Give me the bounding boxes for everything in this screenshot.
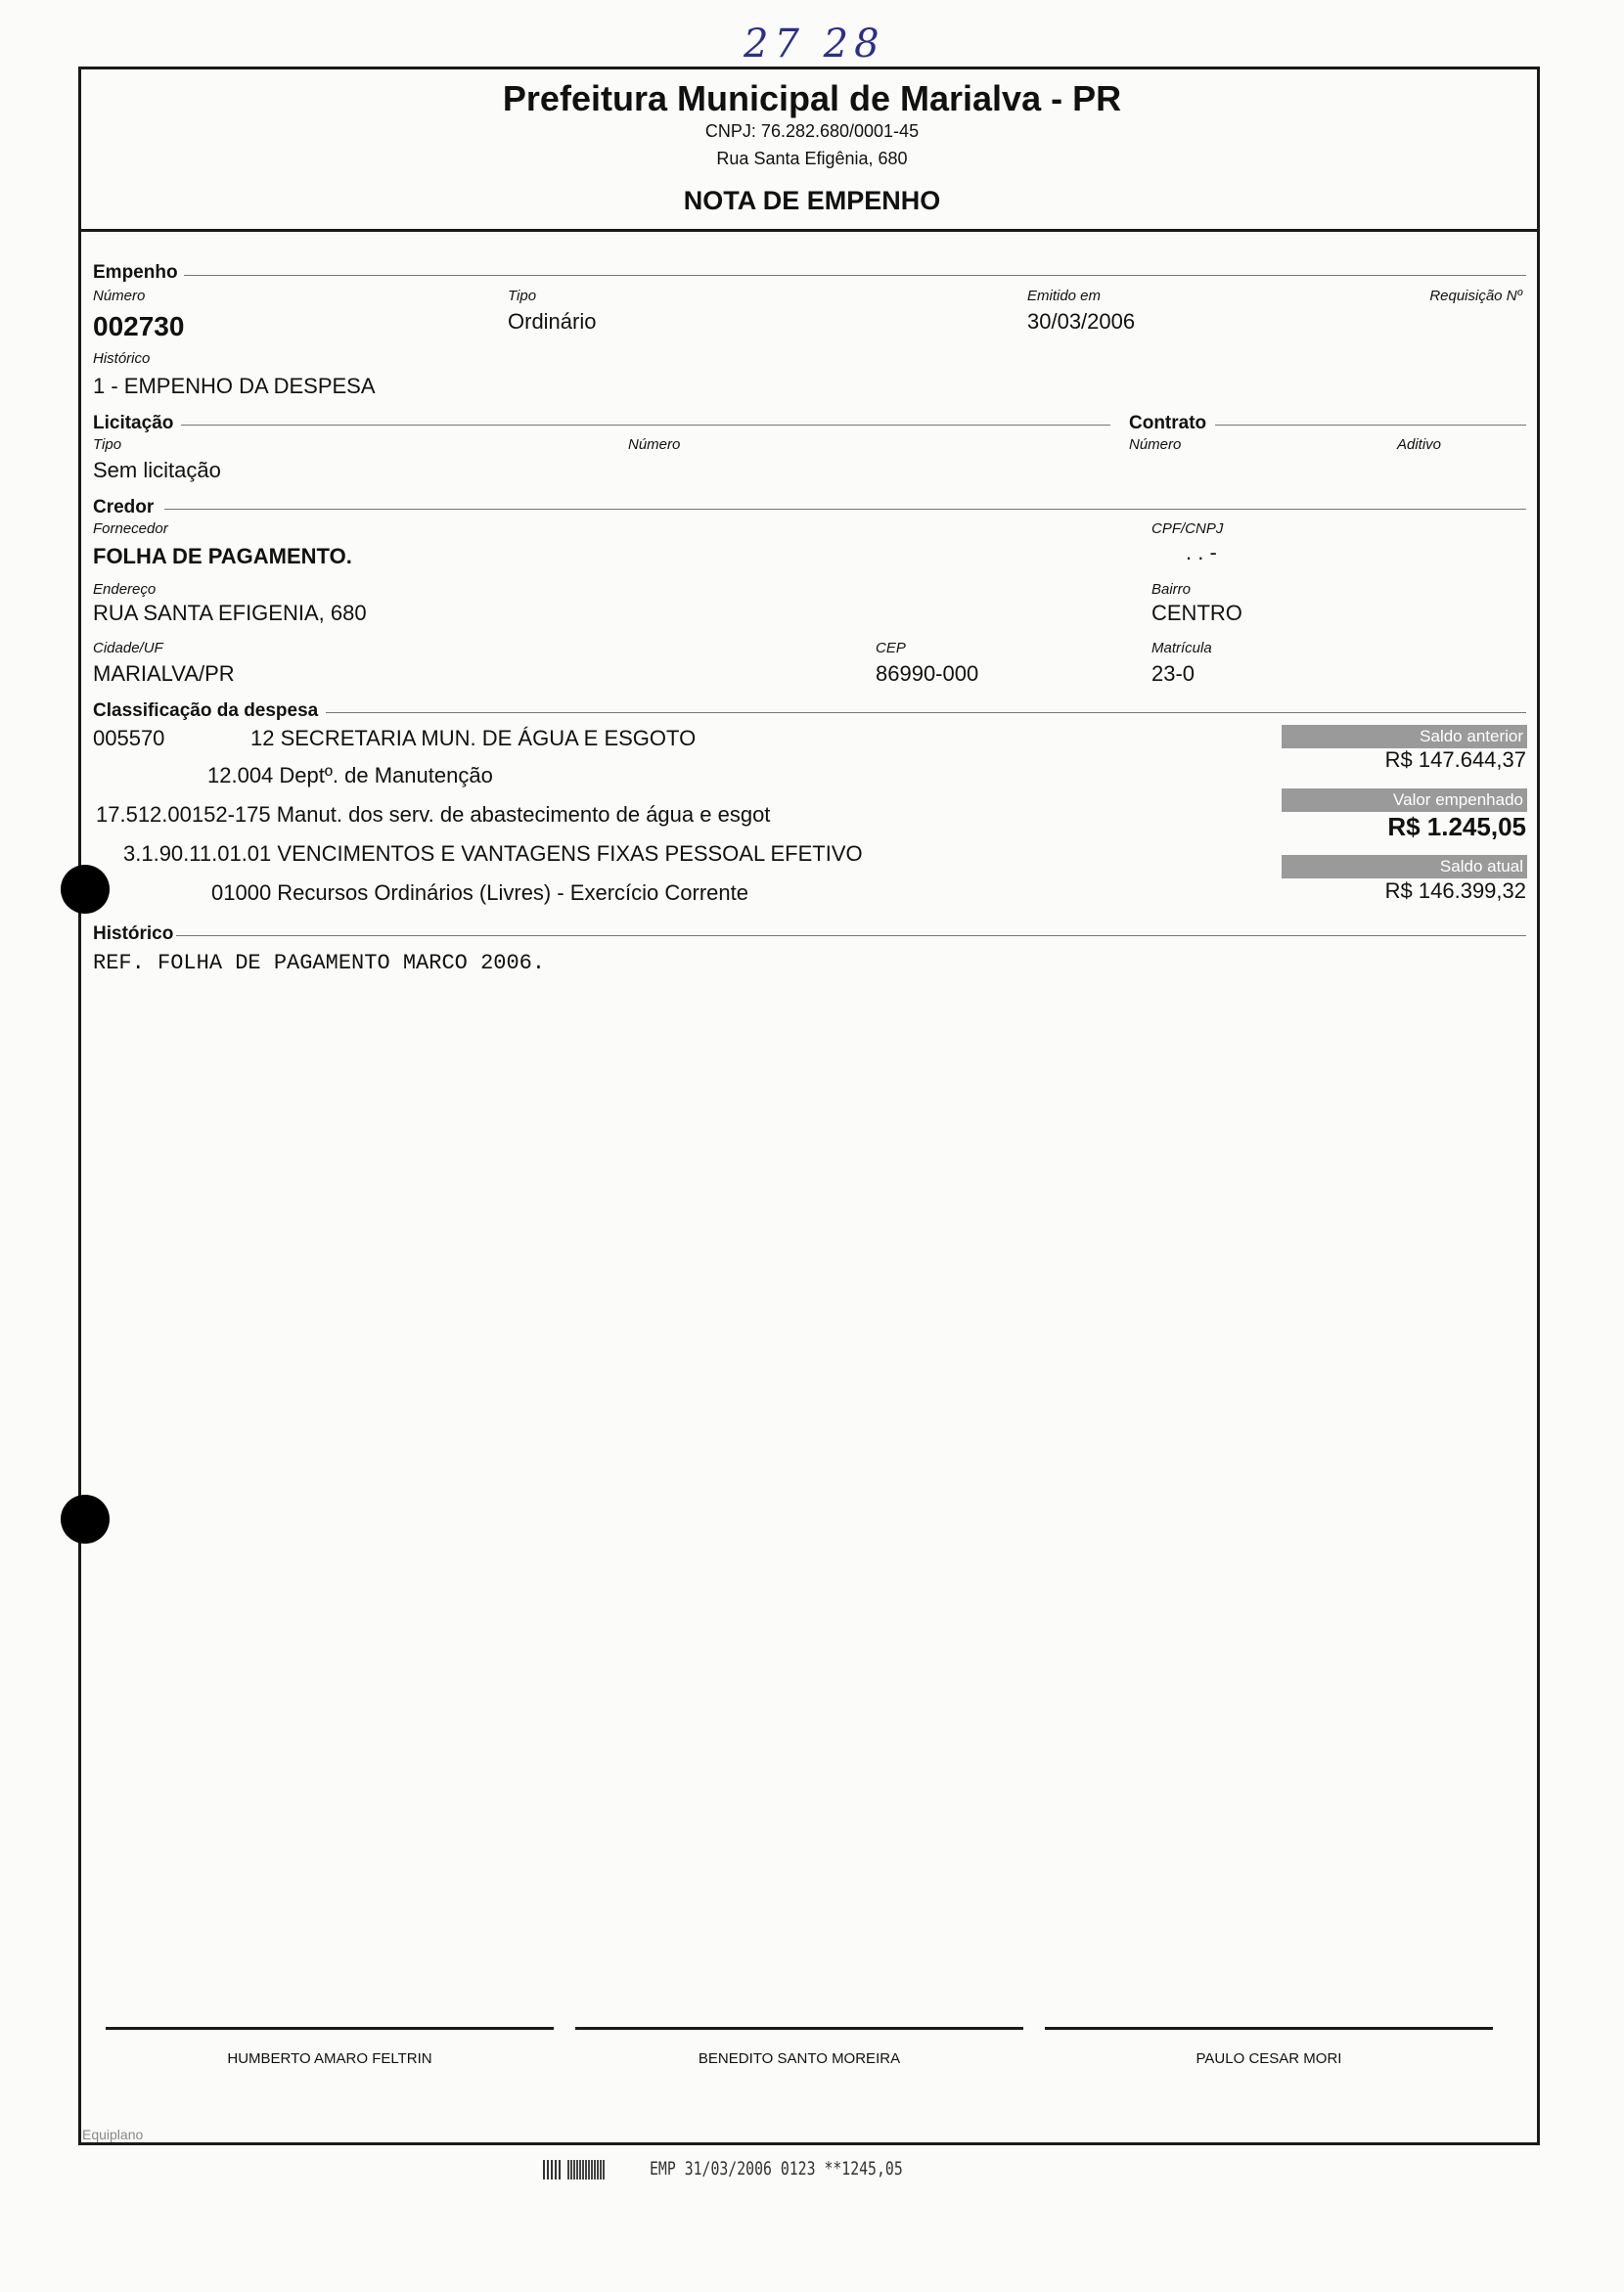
header-divider — [78, 229, 1540, 232]
section-empenho: Empenho — [93, 262, 178, 283]
cidade: MARIALVA/PR — [93, 661, 235, 686]
divider — [181, 425, 1110, 426]
fornecedor-label: Fornecedor — [93, 520, 168, 537]
punch-hole — [61, 865, 110, 914]
saldo-atual: R$ 146.399,32 — [1384, 878, 1526, 903]
section-credor: Credor — [93, 497, 155, 517]
mechanical-stamp: EMP 31/03/2006 0123 **1245,05 — [650, 2158, 903, 2180]
emitido-label: Emitido em — [1027, 288, 1102, 304]
divider — [326, 712, 1526, 713]
empenho-numero: 002730 — [93, 311, 185, 341]
section-classificacao: Classificação da despesa — [93, 700, 319, 721]
cidade-label: Cidade/UF — [93, 640, 163, 656]
divider — [176, 935, 1526, 936]
signature-name: HUMBERTO AMARO FELTRIN — [227, 2050, 432, 2067]
classificacao-unidade: 12.004 Deptº. de Manutenção — [207, 763, 493, 787]
cnpj: CNPJ: 76.282.680/0001-45 — [704, 121, 920, 141]
empenho-historico: 1 - EMPENHO DA DESPESA — [93, 374, 376, 398]
handwritten-page-number: 27 28 — [744, 22, 885, 67]
historico-text: REF. FOLHA DE PAGAMENTO MARCO 2006. — [93, 951, 546, 975]
cpf-label: CPF/CNPJ — [1151, 520, 1224, 537]
saldo-anterior: R$ 147.644,37 — [1384, 747, 1526, 772]
licitacao-tipo: Sem licitação — [93, 458, 221, 482]
classificacao-recurso: 01000 Recursos Ordinários (Livres) - Exercício Corrente — [211, 880, 748, 905]
matricula-label: Matrícula — [1151, 640, 1212, 656]
fornecedor: FOLHA DE PAGAMENTO. — [93, 544, 352, 568]
page-title: Prefeitura Municipal de Marialva - PR — [502, 78, 1122, 118]
signature-line — [1045, 2027, 1493, 2030]
emitido-date: 30/03/2006 — [1027, 309, 1136, 334]
licitacao-tipo-label: Tipo — [93, 436, 122, 453]
saldo-anterior-label: Saldo anterior — [1282, 725, 1527, 748]
section-historico: Histórico — [93, 923, 174, 944]
matricula: 23-0 — [1151, 661, 1195, 686]
divider — [1215, 425, 1526, 426]
signature-name: PAULO CESAR MORI — [1195, 2050, 1342, 2067]
valor-empenhado: R$ 1.245,05 — [1387, 812, 1526, 841]
stamp-barcode — [543, 2160, 561, 2180]
punch-hole — [61, 1495, 110, 1544]
footer-brand: Equiplano — [82, 2127, 144, 2142]
valor-empenhado-label: Valor empenhado — [1282, 788, 1527, 812]
empenho-tipo: Ordinário — [508, 309, 597, 334]
doc-title: NOTA DE EMPENHO — [683, 186, 941, 215]
classificacao-elemento: 3.1.90.11.01.01 VENCIMENTOS E VANTAGENS FIXAS PESSOAL EFETIVO — [123, 841, 863, 866]
cpf-value: . . - — [1186, 540, 1217, 564]
signature-line — [575, 2027, 1023, 2030]
saldo-atual-label: Saldo atual — [1282, 855, 1527, 878]
signature-name: BENEDITO SANTO MOREIRA — [698, 2050, 901, 2067]
signature-line — [106, 2027, 554, 2030]
cep: 86990-000 — [876, 661, 979, 686]
endereco: RUA SANTA EFIGENIA, 680 — [93, 601, 367, 625]
cep-label: CEP — [876, 640, 906, 656]
contrato-aditivo-label: Aditivo — [1397, 436, 1442, 453]
classificacao-orgao: 12 SECRETARIA MUN. DE ÁGUA E ESGOTO — [250, 726, 697, 750]
section-contrato: Contrato — [1129, 413, 1207, 433]
bairro: CENTRO — [1151, 601, 1242, 625]
stamp-barcode — [567, 2160, 605, 2180]
classificacao-code: 005570 — [93, 726, 165, 750]
requisicao-label: Requisição Nº — [1429, 288, 1522, 304]
divider — [164, 509, 1526, 510]
bairro-label: Bairro — [1151, 581, 1192, 598]
endereco-label: Endereço — [93, 581, 157, 598]
divider — [184, 275, 1526, 276]
address: Rua Santa Efigênia, 680 — [716, 149, 908, 168]
classificacao-funcional: 17.512.00152-175 Manut. dos serv. de abastecimento de água e esgot — [96, 802, 771, 827]
contrato-numero-label: Número — [1129, 436, 1182, 453]
section-licitacao: Licitação — [93, 413, 174, 433]
tipo-label: Tipo — [508, 288, 537, 304]
licitacao-numero-label: Número — [628, 436, 681, 453]
historico-label: Histórico — [93, 350, 151, 367]
numero-label: Número — [93, 288, 146, 304]
